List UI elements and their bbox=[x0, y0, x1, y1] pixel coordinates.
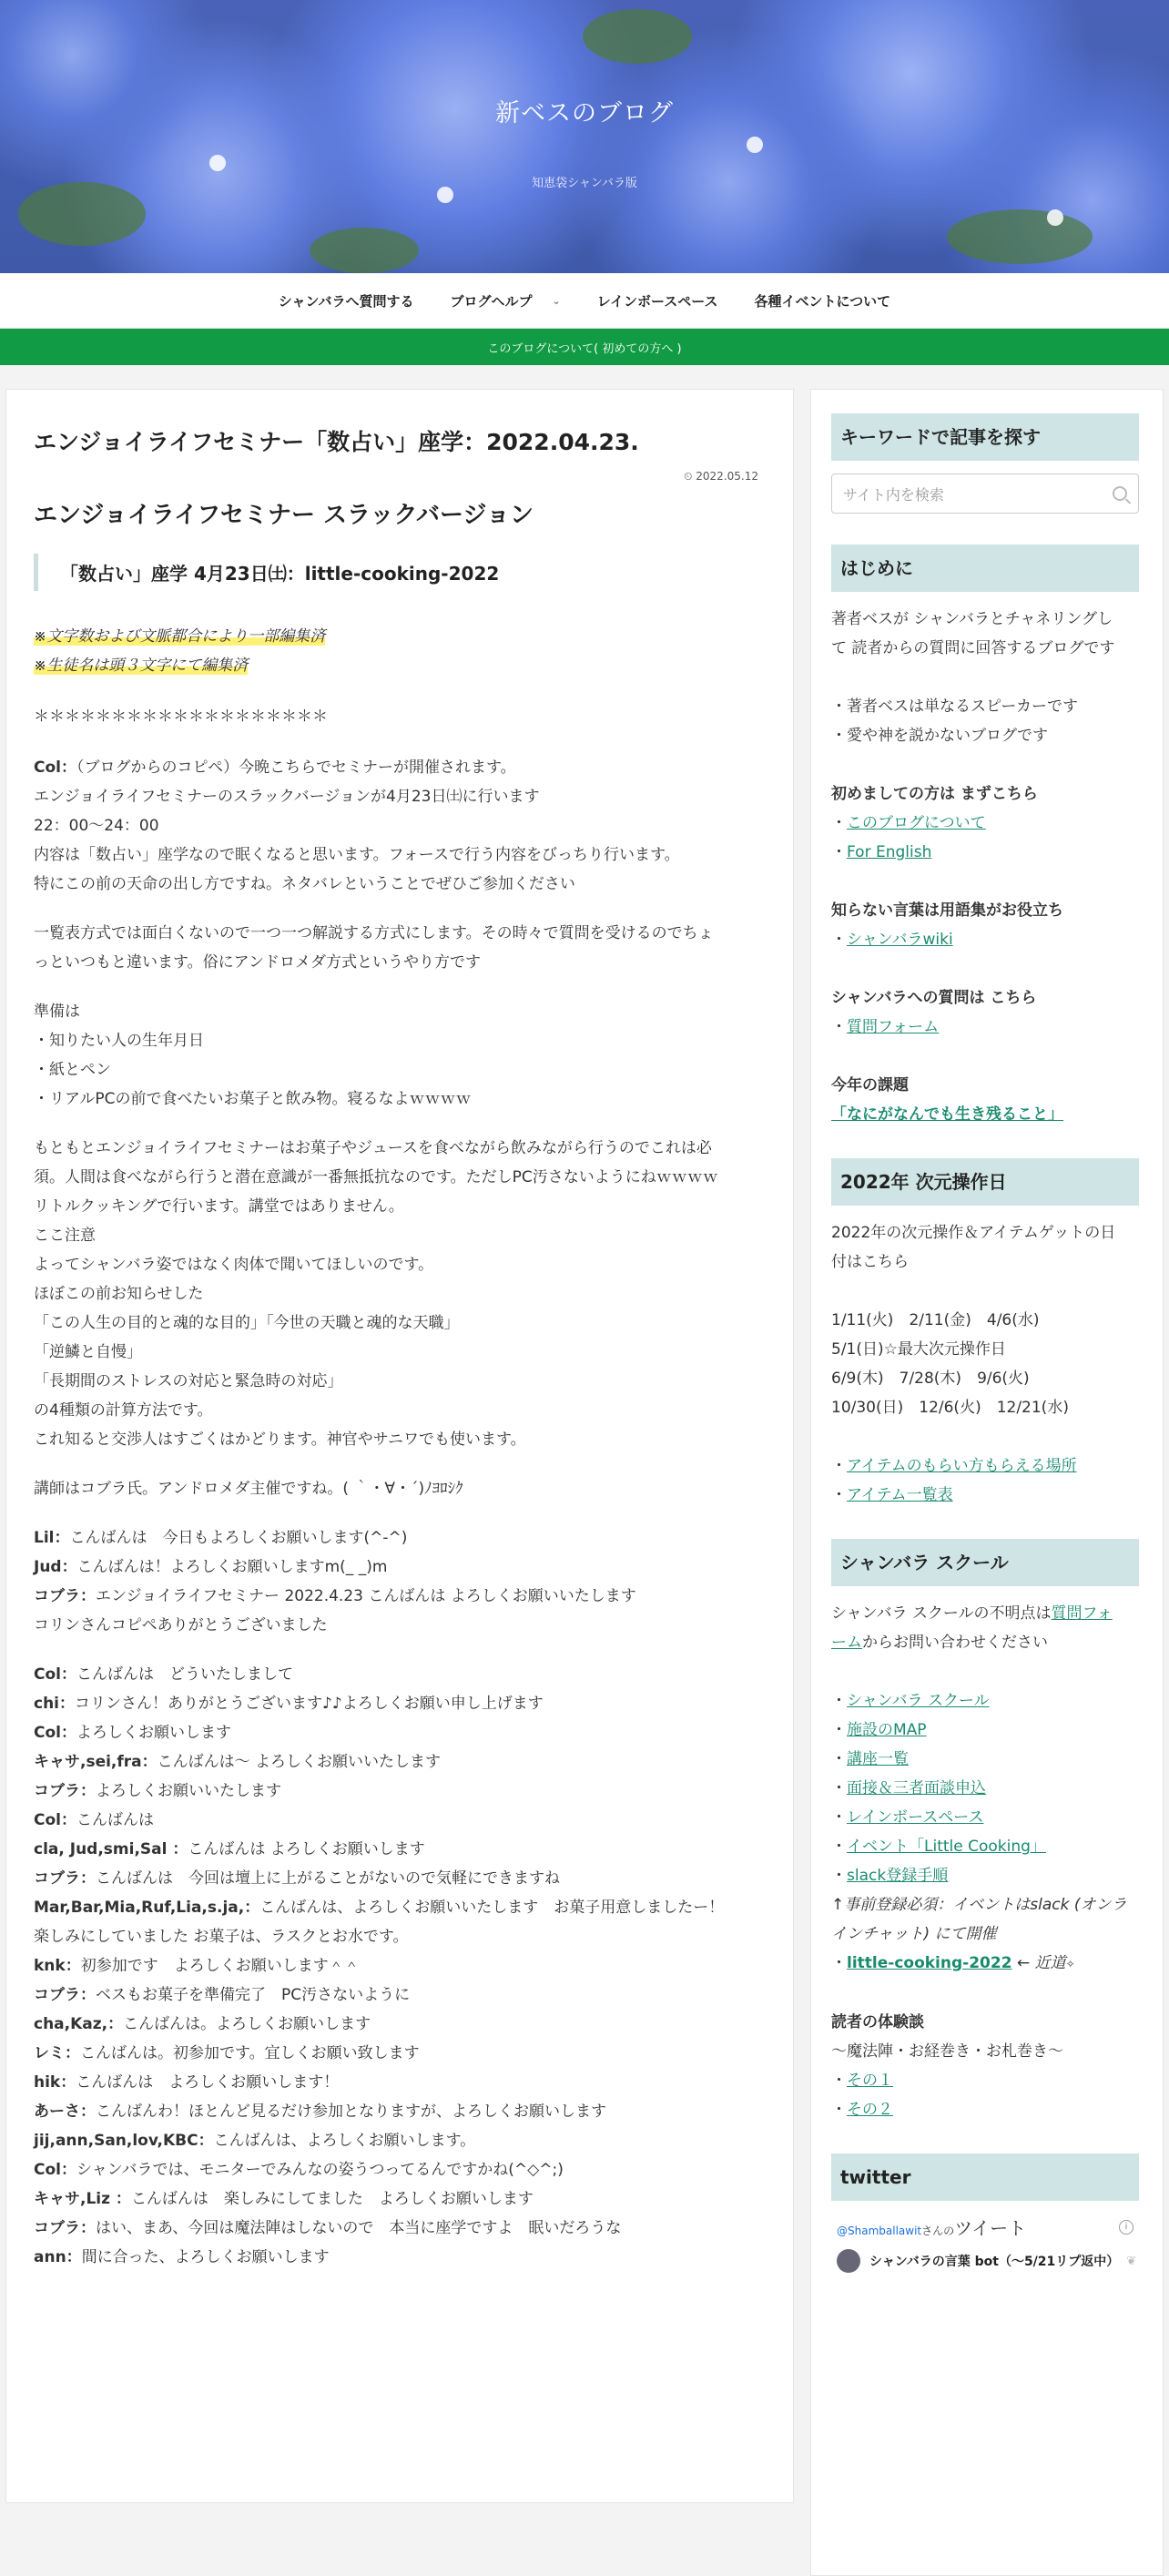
sidebar-link-item: ・シャンバラwiki bbox=[831, 931, 953, 949]
article-line bbox=[34, 1864, 758, 1893]
article-line bbox=[34, 1279, 758, 1308]
sidebar-link-item: ・For English bbox=[831, 843, 932, 861]
avatar[interactable] bbox=[837, 2249, 860, 2273]
shortcut-label: ← 近道 bbox=[1011, 1954, 1066, 1972]
sidebar-link-item: ・アイテム一覧表 bbox=[831, 1486, 953, 1504]
school-link[interactable]: slack登録手順 bbox=[847, 1867, 949, 1885]
experience-title: 読者の体験談 bbox=[831, 2013, 924, 2031]
speaker-name: Col： bbox=[34, 759, 76, 777]
article-line bbox=[34, 2155, 758, 2184]
line-text: 「逆鱗と自慢」 bbox=[34, 1343, 142, 1361]
line-text: 一覧表方式では面白くないので一つ一つ解説する方式にします。その時々で質問を受けるのでちょ bbox=[34, 924, 714, 942]
sidebar-text bbox=[831, 605, 1139, 634]
line-text: ここ注意 bbox=[34, 1227, 96, 1245]
line-text: っといつもと違います。俗にアンドロメダ方式というやり方です bbox=[34, 953, 481, 972]
line-text: こんばんは よろしくお願いします bbox=[188, 1840, 425, 1858]
article-line bbox=[34, 1893, 758, 1922]
spacer bbox=[831, 954, 1139, 983]
article-line bbox=[34, 1553, 758, 1582]
article-line bbox=[34, 2126, 758, 2155]
experience-link-item: ・その２ bbox=[831, 2101, 893, 2119]
sidebar-text-content: 2022年の次元操作＆アイテムゲットの日 bbox=[831, 1224, 1116, 1242]
sidebar bbox=[810, 389, 1164, 2576]
speaker-name: Col： bbox=[34, 1665, 76, 1684]
nav-item-blog-help[interactable] bbox=[432, 291, 578, 311]
experience-link[interactable]: その２ bbox=[847, 2101, 893, 2119]
nav-label: ブログヘルプ bbox=[450, 292, 533, 310]
school-note: インチャット) にて開催 bbox=[831, 1925, 997, 1943]
sidebar-text-content: 10/30(日) 12/6(火) 12/21(水) bbox=[831, 1399, 1069, 1417]
line-text: よろしくお願いいたします bbox=[96, 1782, 281, 1800]
article-line bbox=[34, 1777, 758, 1806]
article-line bbox=[34, 1951, 758, 1980]
article-line bbox=[34, 1660, 758, 1689]
article-line bbox=[34, 1582, 758, 1611]
article-line bbox=[34, 1338, 758, 1367]
nav-label: シャンバラへ質問する bbox=[278, 292, 414, 310]
notice-text[interactable]: このブログについて( 初めての方へ ) bbox=[487, 341, 682, 356]
sidebar-text bbox=[831, 1247, 1139, 1277]
sidebar-text bbox=[831, 634, 1139, 663]
sidebar-text bbox=[831, 692, 1139, 721]
school-link-item: ・施設のMAP bbox=[831, 1721, 927, 1739]
line-text: 「この人生の目的と魂的な目的」「今世の天職と魂的な天職」 bbox=[34, 1314, 460, 1332]
line-text: こんばんは どういたしまして bbox=[76, 1665, 293, 1684]
article-line bbox=[34, 1747, 758, 1777]
article-line bbox=[34, 811, 758, 840]
article-line bbox=[34, 2039, 758, 2068]
speaker-name: キャサ,sei,fra： bbox=[34, 1753, 158, 1771]
line-text: 講師はコブラ氏。アンドロメダ主催ですね。( ｀・∀・´)ﾉﾖﾛｼｸ bbox=[34, 1480, 463, 1498]
school-intro bbox=[831, 1628, 1139, 1657]
line-text: コリンさん！ありがとうございます♪♪よろしくお願い申し上げます bbox=[75, 1695, 544, 1713]
article-line bbox=[34, 1425, 758, 1454]
line-text: エンジョイライフセミナーのスラックバージョンが4月23日㈯に行います bbox=[34, 788, 540, 806]
speaker-name: hik： bbox=[34, 2073, 76, 2092]
sidebar-text-content: 著者ベスが シャンバラとチャネリングし bbox=[831, 610, 1113, 628]
info-icon[interactable]: i bbox=[1119, 2220, 1133, 2235]
line-text: こんばんは 今日もよろしくお願いします(^-^) bbox=[69, 1529, 408, 1547]
line-text: ・リアルPCの前で食べたいお菓子と飲み物。寝るなよｗｗｗｗ bbox=[34, 1090, 472, 1108]
article-line bbox=[34, 1835, 758, 1864]
article-date-text: 2022.05.12 bbox=[696, 470, 758, 483]
sidebar-text-content: 付はこちら bbox=[831, 1253, 909, 1271]
article-line bbox=[34, 997, 758, 1026]
sparkle-icon: ✧ bbox=[1065, 1958, 1075, 1970]
sidebar-text-content: ・愛や神を説かないブログです bbox=[831, 727, 1048, 745]
sidebar-link-item: ・質問フォーム bbox=[831, 1018, 940, 1036]
speaker-name: chi： bbox=[34, 1695, 76, 1713]
sidebar-link-item bbox=[831, 1100, 1139, 1129]
tweets-label: ツイート bbox=[954, 2217, 1027, 2239]
tweet-author[interactable] bbox=[831, 2249, 1139, 2273]
twitter-bird-icon: ❦ bbox=[1126, 2254, 1137, 2268]
article-line bbox=[34, 948, 758, 977]
line-text: 楽しみにしていました お菓子は、ラスクとお水です。 bbox=[34, 1928, 409, 1946]
school-link[interactable]: イベント「Little Cooking」 bbox=[847, 1838, 1046, 1856]
little-cooking-link[interactable]: little-cooking-2022 bbox=[847, 1954, 1012, 1972]
widget-title-twitter: twitter bbox=[831, 2153, 1139, 2201]
speaker-name: ann： bbox=[34, 2248, 82, 2266]
line-text: 特にこの前の天命の出し方ですね。ネタバレということでぜひご参加ください bbox=[34, 875, 575, 893]
line-text: こんばんは よろしくお願いします！ bbox=[76, 2073, 340, 2092]
intro-widget bbox=[831, 605, 1139, 1129]
article-line bbox=[34, 1611, 758, 1640]
speaker-name: コブラ： bbox=[34, 1869, 96, 1888]
line-text: こんばんは。よろしくお願いします bbox=[123, 2015, 371, 2033]
line-text: こんばんは〜 よろしくお願いいたします bbox=[157, 1753, 442, 1771]
speaker-name: コブラ： bbox=[34, 1986, 96, 2004]
sidebar-link[interactable]: アイテム一覧表 bbox=[847, 1486, 953, 1504]
twitter-handle-suffix: さんの bbox=[921, 2225, 955, 2237]
speaker-name: Col： bbox=[34, 1811, 76, 1829]
line-text: （ブログからのコピペ）今晩こちらでセミナーが開催されます。 bbox=[76, 759, 516, 777]
sidebar-text-content: 1/11(火) 2/11(金) 4/6(水) bbox=[831, 1311, 1040, 1329]
speaker-name: Jud： bbox=[34, 1558, 77, 1576]
speaker-name: コブラ： bbox=[34, 1782, 96, 1800]
article-title: エンジョイライフセミナー「数占い」座学：2022.04.23. bbox=[34, 429, 639, 455]
article-body bbox=[34, 753, 758, 2292]
sidebar-subheading-text: シャンバラへの質問は こちら bbox=[831, 989, 1037, 1007]
speaker-name: Col： bbox=[34, 2161, 76, 2179]
line-text: 初参加です よろしくお願いします＾＾ bbox=[80, 1957, 360, 1975]
twitter-header bbox=[831, 2214, 1139, 2240]
nav-label: レインボースペース bbox=[596, 292, 718, 310]
article-line bbox=[34, 1523, 758, 1553]
line-text: の4種類の計算方法です。 bbox=[34, 1401, 213, 1420]
spacer bbox=[831, 663, 1139, 692]
nav-item-events[interactable] bbox=[736, 291, 909, 311]
speaker-name: キャサ,Liz ： bbox=[34, 2190, 131, 2208]
sidebar-subheading-text: 初めましての方は まずこちら bbox=[831, 785, 1038, 803]
sidebar-text-content: 5/1(日)☆最大次元操作日 bbox=[831, 1340, 1006, 1359]
article-line bbox=[34, 1055, 758, 1084]
line-text: こんばんは、よろしくお願いいたします お菓子用意しましたー！ bbox=[259, 1899, 725, 1917]
clock-icon: ⏲ bbox=[684, 470, 696, 483]
line-text: ・知りたい人の生年月日 bbox=[34, 1032, 204, 1050]
line-text: こんばんは 楽しみにしてました よろしくお願いします bbox=[130, 2190, 534, 2208]
article-line bbox=[34, 1134, 758, 1163]
spacer bbox=[831, 1277, 1139, 1306]
sidebar-subheading bbox=[831, 779, 1139, 809]
school-link-item: ・講座一覧 bbox=[831, 1750, 909, 1768]
sidebar-text-content: 6/9(木) 7/28(木) 9/6(火) bbox=[831, 1369, 1030, 1388]
article-line bbox=[34, 753, 758, 782]
article-line bbox=[34, 1806, 758, 1835]
school-intro bbox=[831, 1599, 1139, 1628]
chevron-down-icon: ⌄ bbox=[552, 294, 561, 307]
line-text: はい、まあ、今回は魔法陣はしないので 本当に座学ですよ 眠いだろうな bbox=[96, 2219, 622, 2237]
search-input[interactable] bbox=[831, 473, 1139, 514]
speaker-name: cla, Jud,smi,Sal ： bbox=[34, 1840, 188, 1858]
sidebar-text bbox=[831, 1364, 1139, 1393]
article-line bbox=[34, 870, 758, 899]
experience-link[interactable]: その１ bbox=[847, 2072, 893, 2090]
article-line bbox=[34, 1026, 758, 1055]
school-link-item: ・イベント「Little Cooking」 bbox=[831, 1838, 1046, 1856]
edit-note bbox=[34, 651, 758, 680]
notice-bar[interactable] bbox=[0, 329, 1169, 365]
sidebar-subheading bbox=[831, 983, 1139, 1013]
widget-title-school: シャンバラ スクール bbox=[831, 1539, 1139, 1586]
sidebar-subheading bbox=[831, 1071, 1139, 1100]
article-line bbox=[34, 2214, 758, 2243]
school-link-item: ・シャンバラ スクール bbox=[831, 1692, 990, 1710]
line-text: こんばんわ！ほとんど見るだけ参加となりますが、よろしくお願いします bbox=[96, 2103, 606, 2121]
article-line bbox=[34, 2097, 758, 2126]
speaker-name: knk： bbox=[34, 1957, 81, 1975]
article-line bbox=[34, 2010, 758, 2039]
sidebar-subheading-text: 知らない言葉は用語集がお役立ち bbox=[831, 901, 1063, 920]
sidebar-link[interactable]: 質問フォーム bbox=[847, 1018, 940, 1036]
sidebar-link[interactable]: このブログについて bbox=[847, 814, 986, 832]
main-nav bbox=[0, 273, 1169, 329]
line-text: よってシャンバラ姿ではなく肉体で聞いてほしいのです。 bbox=[34, 1256, 434, 1274]
speaker-name: jij,ann,San,lov,KBC： bbox=[34, 2132, 214, 2150]
sidebar-link[interactable]: アイテムのもらい方もらえる場所 bbox=[847, 1457, 1077, 1475]
line-text: こんばんは！よろしくお願いしますm(_ _)m bbox=[76, 1558, 388, 1576]
line-text: ・紙とペン bbox=[34, 1061, 111, 1079]
article-line bbox=[34, 1163, 758, 1192]
article-line bbox=[34, 1308, 758, 1338]
line-text: よろしくお願いします bbox=[76, 1724, 231, 1742]
speaker-name: cha,Kaz,： bbox=[34, 2015, 124, 2033]
sidebar-text bbox=[831, 1306, 1139, 1335]
school-link[interactable]: シャンバラ スクール bbox=[847, 1692, 990, 1710]
school-link[interactable]: 面接＆三者面談申込 bbox=[847, 1779, 986, 1797]
line-text: こんばんは 今回は壇上に上がることがないので気軽にできますね bbox=[96, 1869, 560, 1888]
sidebar-text bbox=[831, 721, 1139, 750]
line-text: コリンさんコピペありがとうございました bbox=[34, 1616, 328, 1634]
speaker-name: あーさ： bbox=[34, 2103, 96, 2121]
line-text: ベスもお菓子を準備完了 PC汚さないように bbox=[96, 1986, 411, 2004]
school-link[interactable]: 施設のMAP bbox=[847, 1721, 927, 1739]
experience-subtitle: 〜魔法陣・お経巻き・お札巻き〜 bbox=[831, 2042, 1063, 2061]
line-text: これ知ると交渉人はすごくはかどります。神官やサニワでも使います。 bbox=[34, 1431, 526, 1449]
article-line bbox=[34, 1084, 758, 1114]
sidebar-link[interactable]: 「なにがなんでも生き残ること」 bbox=[831, 1105, 1063, 1124]
speaker-name: Col： bbox=[34, 1724, 76, 1742]
widget-title-intro: はじめに bbox=[831, 545, 1139, 592]
line-text: 準備は bbox=[34, 1003, 80, 1021]
spacer bbox=[831, 1042, 1139, 1071]
search-placeholder: サイト内を検索 bbox=[843, 485, 944, 504]
article-line bbox=[34, 1250, 758, 1279]
experience-link-item: ・その１ bbox=[831, 2072, 893, 2090]
line-text: こんばんは。初参加です。宜しくお願い致します bbox=[80, 2044, 420, 2062]
spacer bbox=[831, 1422, 1139, 1451]
school-link[interactable]: 講座一覧 bbox=[847, 1750, 909, 1768]
cooking-line: ・little-cooking-2022 ← 近道✧ bbox=[831, 1954, 1075, 1972]
sidebar-subheading bbox=[831, 896, 1139, 925]
article-line bbox=[34, 1689, 758, 1718]
article-line bbox=[34, 1367, 758, 1396]
spacer bbox=[831, 750, 1139, 779]
edit-note bbox=[34, 622, 758, 651]
speaker-name: コブラ： bbox=[34, 1587, 96, 1605]
nav-item-question[interactable] bbox=[260, 291, 432, 311]
article-line bbox=[34, 2068, 758, 2097]
nav-label: 各種イベントについて bbox=[754, 292, 891, 310]
dimension-widget bbox=[831, 1218, 1139, 1510]
header-banner bbox=[0, 0, 1169, 273]
school-question-form-link[interactable]: ーム bbox=[831, 1634, 862, 1652]
line-text: 間に合った、よろしくお願いします bbox=[81, 2248, 330, 2266]
spacer bbox=[831, 867, 1139, 896]
article bbox=[5, 389, 794, 2503]
speaker-name: コブラ： bbox=[34, 2219, 96, 2237]
school-note: ↑事前登録必須：イベントはslack (オンラ bbox=[831, 1896, 1127, 1914]
speaker-name: レミ： bbox=[34, 2044, 80, 2062]
line-text: 「長期間のストレスの対応と緊急時の対応」 bbox=[34, 1372, 343, 1390]
line-text: リトルクッキングで行います。講堂ではありません。 bbox=[34, 1197, 404, 1216]
school-link-item: ・レインボースペース bbox=[831, 1808, 984, 1827]
school-link-item: ・slack登録手順 bbox=[831, 1867, 949, 1885]
article-line bbox=[34, 1192, 758, 1221]
article-line bbox=[34, 1221, 758, 1250]
widget-title-search: キーワードで記事を探す bbox=[831, 413, 1139, 461]
edit-note-text: ※文字数および文脈都合により一部編集済 bbox=[34, 627, 326, 646]
line-text: 22：00～24：00 bbox=[34, 817, 159, 835]
line-text: 須。人間は食べながら行うと潜在意識が一番無抵抗なのです。ただしPC汚さないようにねｗｗｗｗ bbox=[34, 1168, 718, 1186]
line-text: もともとエンジョイライフセミナーはお菓子やジュースを食べながら飲みながら行うのでこれは必 bbox=[34, 1139, 712, 1157]
article-line bbox=[34, 2243, 758, 2272]
article-line bbox=[34, 1474, 758, 1503]
speaker-name: Lil： bbox=[34, 1529, 70, 1547]
site-subtitle: 知恵袋シャンバラ版 bbox=[532, 177, 637, 190]
school-question-form-link[interactable]: 質問フォ bbox=[1051, 1604, 1113, 1623]
nav-item-rainbow-space[interactable] bbox=[579, 291, 737, 311]
sidebar-text bbox=[831, 1393, 1139, 1422]
article-line bbox=[34, 782, 758, 811]
sidebar-subheading-text: 今年の課題 bbox=[831, 1076, 909, 1095]
article-line bbox=[34, 1980, 758, 2010]
line-text: こんばんは bbox=[76, 1811, 154, 1829]
sidebar-text-content: て 読者からの質問に回答するブログです bbox=[831, 639, 1115, 657]
article-line bbox=[34, 2184, 758, 2214]
line-text: ほぼこの前お知らせした bbox=[34, 1285, 204, 1303]
line-text: シャンバラでは、モニターでみんなの姿うつってるんですかね(^◇^;) bbox=[76, 2161, 564, 2179]
article-line bbox=[34, 840, 758, 870]
school-intro-text: シャンバラ スクールの不明点は bbox=[831, 1604, 1052, 1623]
line-text: こんばんは、よろしくお願いします。 bbox=[213, 2132, 476, 2150]
star-divider: ＊＊＊＊＊＊＊＊＊＊＊＊＊＊＊＊＊＊＊ bbox=[34, 708, 328, 726]
edit-note-text: ※生徒名は頭３文字にて編集済 bbox=[34, 657, 249, 675]
article-heading: エンジョイライフセミナー スラックバージョン bbox=[34, 502, 534, 529]
widget-title-dimension: 2022年 次元操作日 bbox=[831, 1158, 1139, 1206]
article-line bbox=[34, 1396, 758, 1425]
sidebar-link-item: ・アイテムのもらい方もらえる場所 bbox=[831, 1457, 1077, 1475]
school-link[interactable]: レインボースペース bbox=[847, 1808, 984, 1827]
school-link-item: ・面接＆三者面談申込 bbox=[831, 1779, 986, 1797]
sidebar-link[interactable]: For English bbox=[847, 843, 932, 861]
school-intro-text: からお問い合わせください bbox=[862, 1634, 1048, 1652]
article-line bbox=[34, 1718, 758, 1747]
sidebar-text bbox=[831, 1335, 1139, 1364]
line-text: 内容は「数占い」座学なので眠くなると思います。フォースで行う内容をびっちり行います。 bbox=[34, 846, 680, 864]
bot-name[interactable]: シャンバラの言葉 bot（～5/21リプ返中） bbox=[869, 2255, 1120, 2269]
site-title[interactable]: 新ベスのブログ bbox=[495, 99, 674, 127]
sidebar-link[interactable]: シャンバラwiki bbox=[847, 931, 953, 949]
school-links bbox=[831, 1686, 1139, 1890]
article-line bbox=[34, 1922, 758, 1951]
sidebar-text bbox=[831, 1218, 1139, 1247]
speaker-name: Mar,Bar,Mia,Ruf,Lia,s.ja,： bbox=[34, 1899, 260, 1917]
twitter-handle[interactable]: @Shamballawit bbox=[837, 2225, 922, 2237]
sidebar-text-content: ・著者ベスは単なるスピーカーです bbox=[831, 697, 1078, 716]
article-date bbox=[34, 470, 758, 484]
line-text: エンジョイライフセミナー 2022.4.23 こんばんは よろしくお願いいたします bbox=[96, 1587, 636, 1605]
search-icon[interactable] bbox=[1113, 486, 1127, 501]
article-subheading: 「数占い」座学 4月23日㈯：little-cooking-2022 bbox=[34, 554, 758, 591]
sidebar-link-item: ・このブログについて bbox=[831, 814, 986, 832]
article-line bbox=[34, 919, 758, 948]
